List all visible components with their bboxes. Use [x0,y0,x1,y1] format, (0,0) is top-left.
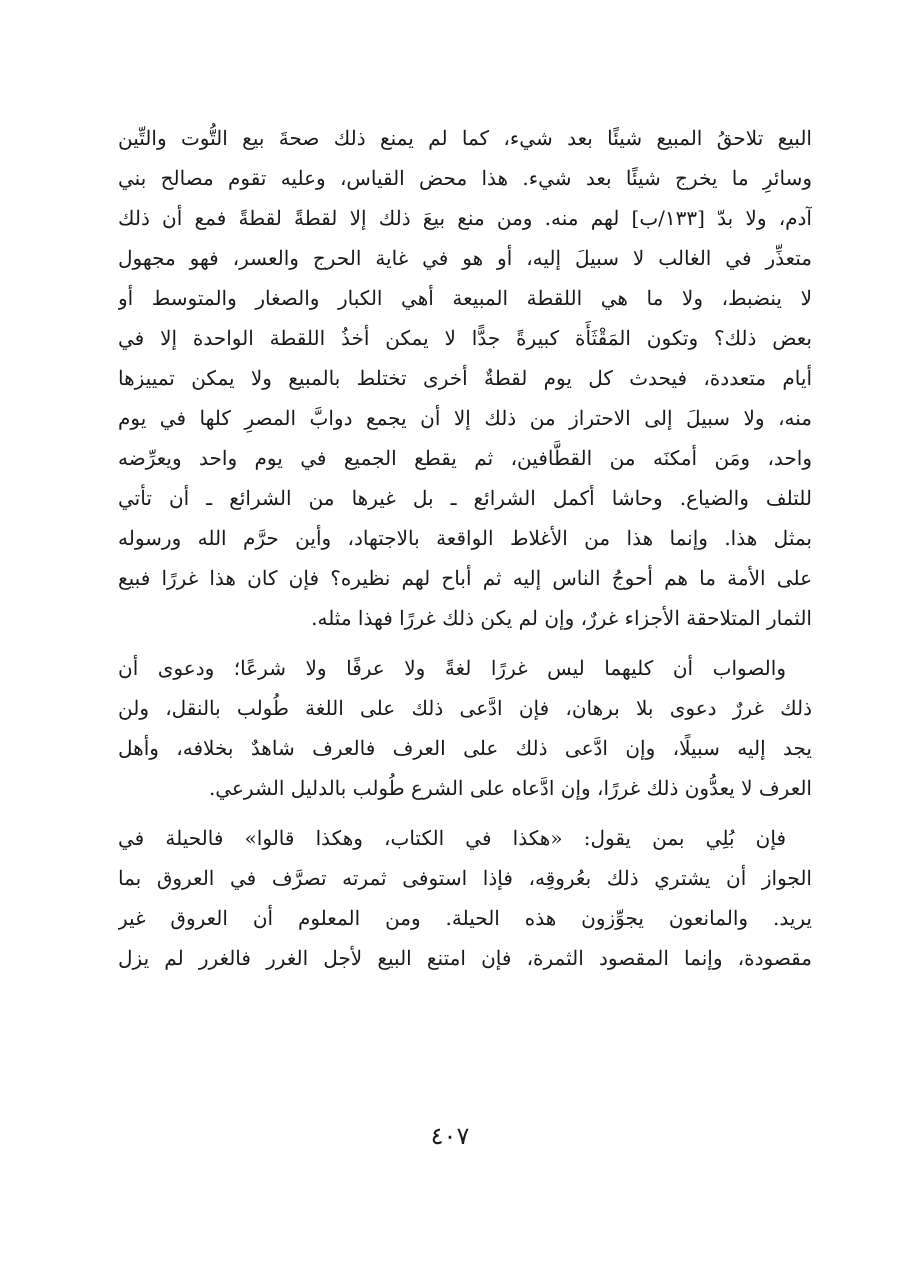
text-line: على الأمة ما هم أحوجُ الناس إليه ثم أباح لهم نظيره؟ فإن كان هذا غررًا فبيع [118,566,812,590]
text-line: العرف لا يعدُّون ذلك غررًا، وإن ادَّعاه على الشرع طُولب بالدليل الشرعي. [208,776,812,800]
text-line: آدم، ولا بدّ [١٣٣/ب] لهم منه. ومن منع بيعَ ذلك إلا لقطةً لقطةً فمع أن ذلك [118,206,812,230]
paragraph-spacer [118,638,812,648]
text-line: وسائرِ ما يخرج شيئًا بعد شيء. هذا محض القياس، وعليه تقوم مصالح بني [118,166,812,190]
text-line: والصواب أن كليهما ليس غررًا لغةً ولا عرفًا ولا شرعًا؛ ودعوى أن [118,656,786,680]
paragraph-spacer [118,808,812,818]
text-line: للتلف والضياع. وحاشا أكمل الشرائع ـ بل غيرها من الشرائع ـ أن تأتي [118,486,812,510]
text-line: البيع تلاحقُ المبيع شيئًا بعد شيء، كما لم يمنع ذلك صحةَ بيع التُّوت والتِّين [118,126,812,150]
text-line: منه، ولا سبيلَ إلى الاحتراز من ذلك إلا أن يجمع دوابَّ المصرِ كلها في يوم [118,406,812,430]
text-line: الثمار المتلاحقة الأجزاء غررٌ، وإن لم يكن ذلك غررًا فهذا مثله. [311,606,812,630]
text-line: بعض ذلك؟ وتكون المَقْثَأَة كبيرةً جدًّا لا يمكن أخذُ اللقطة الواحدة إلا في [118,326,812,350]
text-line: لا ينضبط، ولا ما هي اللقطة المبيعة أهي الكبار والصغار والمتوسط أو [118,286,812,310]
page-number: ٤٠٧ [430,1122,470,1150]
paragraph-3 [118,818,812,978]
text-line: أيام متعددة، فيحدث كل يوم لقطةٌ أخرى تختلط بالمبيع ولا يمكن تمييزها [118,366,812,390]
text-line: فإن بُلِي بمن يقول: «هكذا في الكتاب، وهكذا قالوا» فالحيلة في [118,826,786,850]
text-line: يريد. والمانعون يجوِّزون هذه الحيلة. ومن المعلوم أن العروق غير [118,906,812,930]
text-line: ذلك غررٌ دعوى بلا برهان، فإن ادَّعى ذلك على اللغة طُولب بالنقل، ولن [118,696,812,720]
page-body [118,118,812,978]
paragraph-2 [118,648,812,808]
paragraph-1 [118,118,812,638]
text-line: يجد إليه سبيلًا، وإن ادَّعى ذلك على العرف فالعرف شاهدٌ بخلافه، وأهل [118,736,812,760]
text-line: الجواز أن يشتري ذلك بعُروقِه، فإذا استوفى ثمرته تصرَّف في العروق بما [118,866,812,890]
text-line: متعذِّر في الغالب لا سبيلَ إليه، أو هو في غاية الحرج والعسر، فهو مجهول [118,246,812,270]
text-line: مقصودة، وإنما المقصود الثمرة، فإن امتنع البيع لأجل الغرر فالغرر لم يزل [118,946,812,970]
text-line: بمثل هذا. وإنما هذا من الأغلاط الواقعة بالاجتهاد، وأين حرَّم الله ورسوله [118,526,812,550]
text-line: واحد، ومَن أمكنَه من القطَّافين، ثم يقطع الجميع في يوم واحد ويعرِّضه [118,446,812,470]
